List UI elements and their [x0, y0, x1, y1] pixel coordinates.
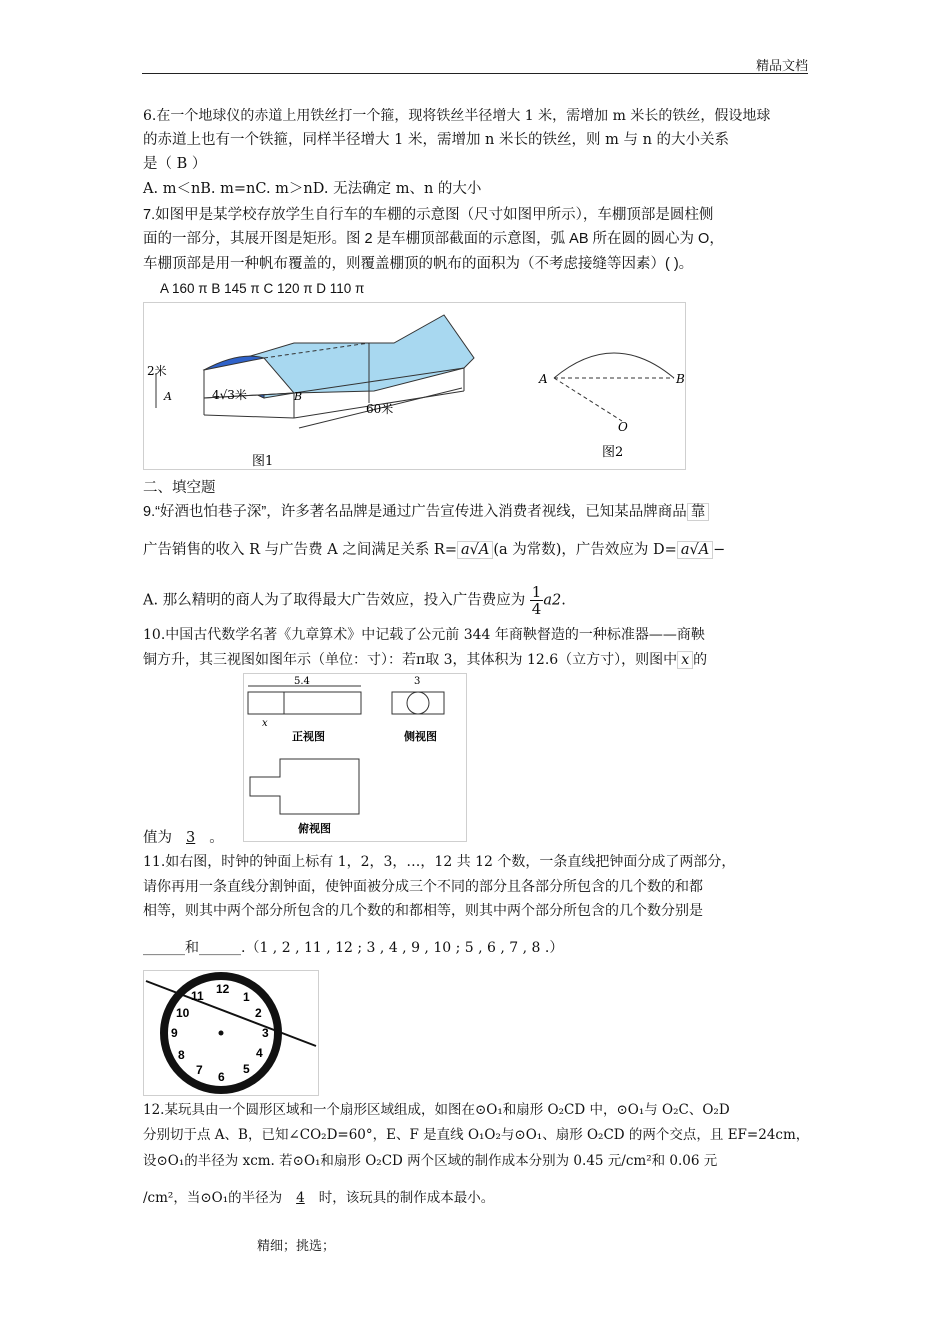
- q10-line1: 10.中国古代数学名著《九章算术》中记载了公元前 344 年商鞅督造的一种标准器——商鞅: [143, 627, 705, 643]
- clock-6: 6: [218, 1070, 225, 1084]
- label-5-4: 5.4: [294, 676, 310, 687]
- top-view-label: 俯视图: [298, 822, 331, 835]
- q6-options: A. m＜nB. m=nC. m＞nD. 无法确定 m、n 的大小: [143, 181, 482, 197]
- label-2m: 2米: [147, 364, 167, 378]
- label-o: O: [618, 420, 628, 434]
- q7-line3: 车棚顶部是用一种帆布覆盖的，则覆盖棚顶的帆布的面积为（不考虑接缝等因素）( )。: [143, 256, 694, 272]
- q7-options: A 160 π B 145 π C 120 π D 110 π: [160, 281, 365, 296]
- q6-line3: 是（ B ）: [143, 156, 207, 172]
- page-footer: 精细；挑选；: [257, 1239, 336, 1254]
- three-views-diagram: [244, 674, 466, 841]
- q11-line4: ______和______.（1 , 2 , 11 , 12 ; 3 , 4 , 9 , 10 ; 5 , 6 , 7 , 8 .）: [143, 940, 564, 956]
- q10-text3b: 。: [209, 830, 224, 846]
- q9-text3a: A. 那么精明的商人为了取得最大广告效应，投入广告费应为: [143, 592, 526, 609]
- q9-text2a: 广告销售的收入 R 与广告费 A 之间满足关系 R=: [143, 542, 457, 558]
- q12-line3: 设⊙O₁的半径为 xcm. 若⊙O₁和扇形 O₂CD 两个区域的制作成本分别为 0.45 元/cm²和 0.06 元: [143, 1153, 718, 1169]
- q9-line2: [143, 540, 725, 560]
- clock-7: 7: [196, 1063, 203, 1077]
- q9-text3b: .: [561, 592, 566, 609]
- q11-line2: 请你再用一条直线分割钟面，使钟面被分成三个不同的部分且各部分所包含的几个数的和都: [143, 879, 703, 895]
- clock-8: 8: [178, 1048, 185, 1062]
- label-width: 4√3米: [212, 388, 247, 402]
- q10-figure: [243, 673, 467, 842]
- q7-line1: 7.如图甲是某学校存放学生自行车的车棚的示意图（尺寸如图甲所示），车棚顶部是圆柱侧: [143, 207, 714, 223]
- clock-4: 4: [256, 1046, 263, 1060]
- q12-line2: 分别切于点 A、B，已知∠CO₂D=60°，E、F 是直线 O₁O₂与⊙O₁、扇形 O₂CD 的两个交点，且 EF=24cm，: [143, 1127, 810, 1143]
- clock-1: 1: [243, 990, 250, 1004]
- q9-formula1: a√A: [457, 541, 493, 559]
- q9-fraction: [530, 584, 544, 617]
- q12-line4: [143, 1188, 494, 1208]
- clock-2: 2: [255, 1006, 262, 1020]
- q9-frac-num: 1: [531, 583, 542, 601]
- label-x: x: [262, 718, 268, 729]
- q7-figure: [143, 302, 686, 470]
- q12-line1: 12.某玩具由一个圆形区域和一个扇形区域组成，如图在⊙O₁和扇形 O₂CD 中，⊙O₁与 O₂C、O₂D: [143, 1102, 730, 1118]
- q11-figure: [143, 970, 319, 1096]
- clock-diagram: [144, 971, 318, 1095]
- q12-text4b: 时，该玩具的制作成本最小。: [318, 1190, 495, 1206]
- q10-x: x: [677, 651, 693, 669]
- side-view-label: 侧视图: [404, 730, 437, 743]
- fig1-caption: 图1: [252, 454, 274, 469]
- q9-frac-den: 4: [531, 600, 542, 618]
- label-b1: B: [294, 390, 303, 403]
- q10-line2: [143, 650, 707, 670]
- clock-3: 3: [262, 1026, 269, 1040]
- q6-line2: 的赤道上也有一个铁箍，同样半径增大 1 米，需增加 n 米长的铁丝，则 m 与 n 的大小关系: [143, 132, 730, 148]
- q9-text2b: (a 为常数)，广告效应为 D=: [493, 542, 677, 558]
- header-label: 精品文档: [755, 59, 808, 74]
- q12-answer: 4: [296, 1190, 305, 1206]
- label-a1: A: [164, 390, 172, 403]
- q9-line1: [143, 502, 709, 522]
- q10-answer: 3: [186, 830, 196, 846]
- clock-5: 5: [243, 1062, 250, 1076]
- bike-shed-diagram: [144, 303, 685, 469]
- clock-9: 9: [171, 1026, 178, 1040]
- q9-text1: 9.“好酒也怕巷子深”，许多著名品牌是通过广告宣传进入消费者视线，已知某品牌商品: [143, 504, 687, 520]
- clock-10: 10: [176, 1006, 190, 1020]
- q11-line1: 11.如右图，时钟的钟面上标有 1，2，3，…，12 共 12 个数，一条直线把钟面分成了两部分，: [143, 854, 736, 870]
- clock-12: 12: [216, 982, 230, 996]
- front-view-label: 正视图: [292, 730, 325, 743]
- q11-line3: 相等，则其中两个部分所包含的几个数的和都相等，则其中两个部分所包含的几个数分别是: [143, 903, 703, 919]
- page-header: [142, 55, 808, 74]
- q9-text2c: −: [713, 542, 726, 558]
- q10-line3: [143, 828, 224, 848]
- q7-line2: 面的一部分，其展开图是矩形。图 2 是车棚顶部截面的示意图，弧 AB 所在圆的圆心为 O，: [143, 231, 724, 247]
- q12-text4a: /cm²，当⊙O₁的半径为: [143, 1190, 283, 1206]
- label-a2: A: [539, 372, 548, 386]
- label-3: 3: [414, 676, 421, 687]
- q10-text2: 铜方升，其三视图如图年示（单位：寸）：若π取 3，其体积为 12.6（立方寸），则图中: [143, 652, 678, 668]
- label-length: 60米: [366, 402, 394, 416]
- label-b2: B: [676, 372, 685, 386]
- q9-answer: a2: [543, 592, 562, 609]
- clock-11: 11: [191, 989, 204, 1003]
- section-title: 二、填空题: [143, 480, 216, 496]
- q9-line3: [143, 584, 566, 617]
- fig2-caption: 图2: [602, 445, 624, 460]
- q9-formula2: a√A: [677, 541, 713, 559]
- q6-line1: 6.在一个地球仪的赤道上用铁丝打一个箍，现将铁丝半径增大 1 米，需增加 m 米长的铁丝，假设地球: [143, 108, 771, 124]
- q10-de: 的: [693, 652, 708, 668]
- q10-text3a: 值为: [143, 830, 172, 846]
- q9-text1b: 靠: [687, 503, 710, 521]
